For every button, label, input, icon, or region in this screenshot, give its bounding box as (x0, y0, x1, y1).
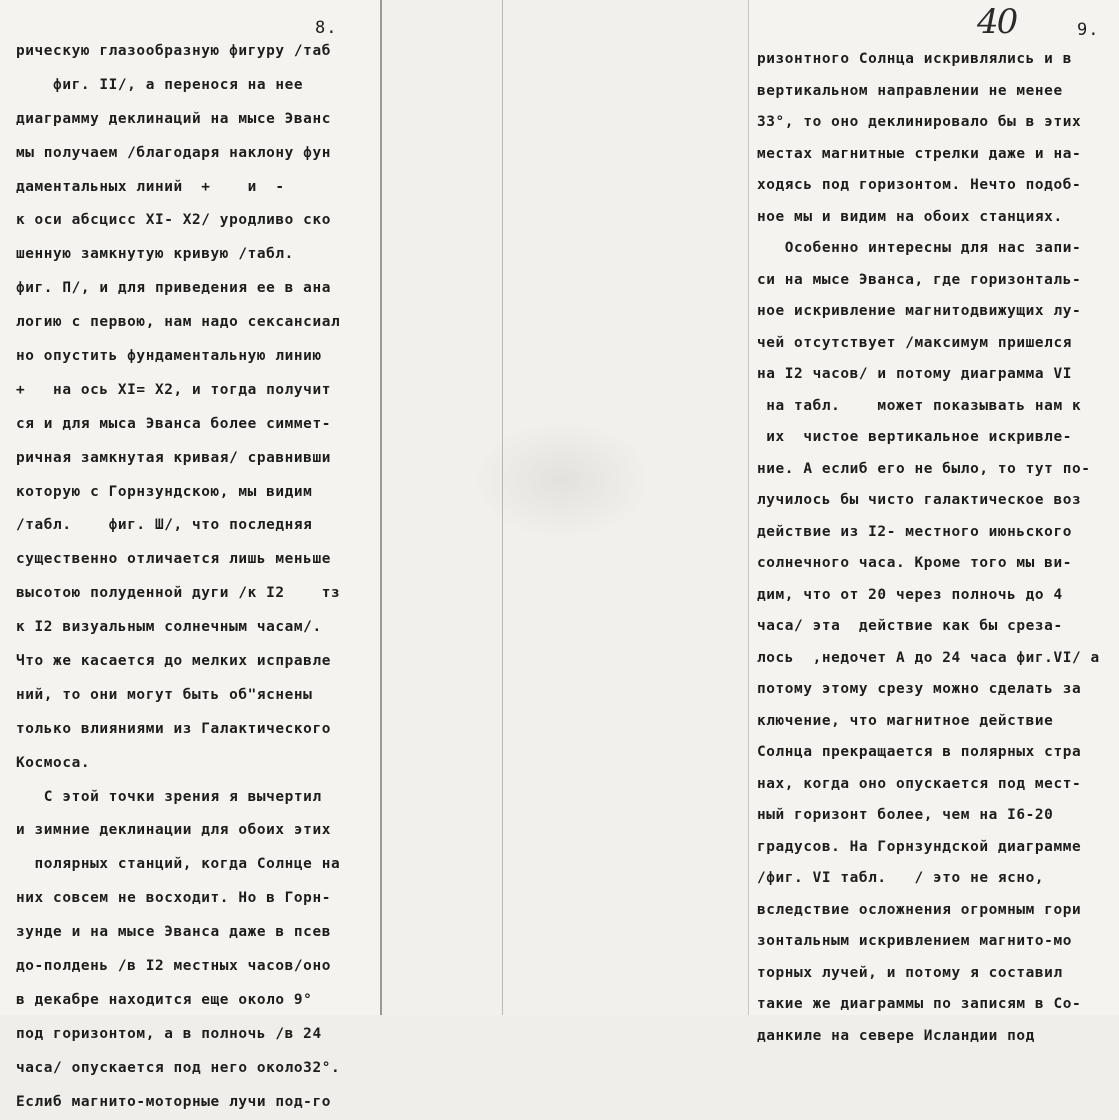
text-line: высотою полуденной дуги /к I2 тз (16, 585, 341, 602)
right-page (749, 0, 1119, 1044)
text-line: и зимние деклинации для обоих этих (16, 822, 331, 839)
text-line: ный горизонт более, чем на I6-20 (757, 807, 1054, 823)
text-line: потому этому срезу можно сделать за (757, 681, 1082, 697)
text-line: к I2 визуальным солнечным часам/. (16, 619, 322, 636)
text-line: которую с Горнзундскою, мы видим (16, 483, 313, 500)
text-line: на I2 часов/ и потому диаграмма VI (757, 366, 1072, 382)
text-line: ное мы и видим на обоих станциях. (757, 208, 1063, 225)
text-line: полярных станций, когда Солнце на (16, 856, 341, 873)
blank-page (382, 0, 749, 1015)
text-line: до-полдень /в I2 местных часов/оно (16, 958, 331, 975)
text-line: фиг. П/, и для приведения ее в ана (16, 280, 331, 297)
text-line: под горизонтом, а в полночь /в 24 (16, 1025, 322, 1042)
text-line: логию с первою, нам надо сексансиал (16, 314, 341, 331)
text-line: них совсем не восходит. Но в Горн- (16, 890, 331, 907)
text-line: ричная замкнутая кривая/ сравнивши (16, 449, 331, 466)
text-line: вследствие осложнения огромным гори (757, 901, 1082, 918)
text-line: торных лучей, и потому я составил (757, 964, 1063, 981)
text-line: 33°, то оно деклинировало бы в этих (757, 114, 1082, 130)
text-line: ся и для мыса Эванса более симмет- (16, 415, 331, 432)
text-line: диаграмму деклинаций на мысе Эванс (16, 110, 331, 127)
text-line: на табл. может показывать нам к (757, 397, 1082, 414)
text-line: солнечного часа. Кроме того мы ви- (757, 555, 1072, 571)
text-line: но опустить фундаментальную линию (16, 348, 322, 365)
text-line: зунде и на мысе Эванса даже в псев (16, 924, 331, 941)
text-line: вертикальном направлении не менее (757, 82, 1063, 99)
text-line: часа/ опускается под него около32°. (16, 1059, 341, 1076)
text-line: чей отсутствует /максимум пришелся (757, 334, 1072, 351)
text-line: существенно отличается лишь меньше (16, 551, 331, 568)
text-line: лось ,недочет А до 24 часа фиг.VI/ а (757, 649, 1100, 666)
text-line: Космоса. (16, 754, 91, 771)
text-line: действие из I2- местного июньского (757, 523, 1072, 540)
text-line: градусов. На Горнзундской диаграмме (757, 838, 1082, 855)
handwritten-page-number: 40 (977, 2, 1017, 42)
text-line: такие же диаграммы по записям в Со- (757, 996, 1082, 1012)
text-line: /табл. фиг. Ш/, что последняя (16, 517, 313, 534)
left-page-number: 8. (315, 18, 338, 38)
text-line: ходясь под горизонтом. Нечто подоб- (757, 177, 1082, 193)
text-line: только влияниями из Галактического (16, 720, 331, 737)
right-page-number: 9. (1077, 20, 1100, 40)
text-line: си на мысе Эванса, где горизонталь- (757, 271, 1082, 288)
left-page-text (16, 35, 340, 1120)
text-line: ний, то они могут быть об"яснены (16, 686, 313, 703)
text-line: мы получаем /благодаря наклону фун (16, 144, 331, 161)
text-line: зонтальным искривлением магнито-мо (757, 933, 1072, 949)
text-line: ключение, что магнитное действие (757, 712, 1054, 729)
text-line: ние. А еслиб его не было, то тут по- (757, 460, 1091, 477)
text-line: рическую глазообразную фигуру /таб (16, 43, 331, 59)
left-page (0, 0, 382, 1110)
text-line: Что же касается до мелких исправле (16, 653, 331, 670)
text-line: дим, что от 20 через полночь до 4 (757, 586, 1063, 603)
text-line: данкиле на севере Исландии под (757, 1027, 1035, 1044)
paper-smudge (472, 420, 652, 540)
text-line: к оси абсцисс XI- X2/ уродливо ско (16, 212, 331, 229)
text-line: даментальных линий + и - (16, 178, 285, 195)
text-line: Солнца прекращается в полярных стра (757, 744, 1082, 760)
right-page-text (757, 44, 1100, 1052)
text-line: ризонтного Солнца искривлялись и в (757, 51, 1072, 67)
text-line: /фиг. VI табл. / это не ясно, (757, 870, 1045, 886)
text-line: местах магнитные стрелки даже и на- (757, 145, 1082, 162)
text-line: нах, когда оно опускается под мест- (757, 775, 1082, 792)
text-line: часа/ эта действие как бы среза- (757, 618, 1063, 634)
text-line: шенную замкнутую кривую /табл. (16, 246, 294, 263)
text-line: фиг. II/, а перенося на нее (16, 76, 304, 93)
text-line: в декабре находится еще около 9° (16, 991, 313, 1008)
text-line: ное искривление магнитодвижущих лу- (757, 303, 1082, 319)
text-line: С этой точки зрения я вычертил (16, 788, 322, 805)
text-line: Особенно интересны для нас запи- (757, 240, 1082, 256)
text-line: их чистое вертикальное искривле- (757, 429, 1072, 445)
text-line: + на ось XI= X2, и тогда получит (16, 381, 331, 398)
text-line: Еслиб магнито-моторные лучи под-го (16, 1093, 331, 1110)
text-line: лучилось бы чисто галактическое воз (757, 492, 1082, 508)
